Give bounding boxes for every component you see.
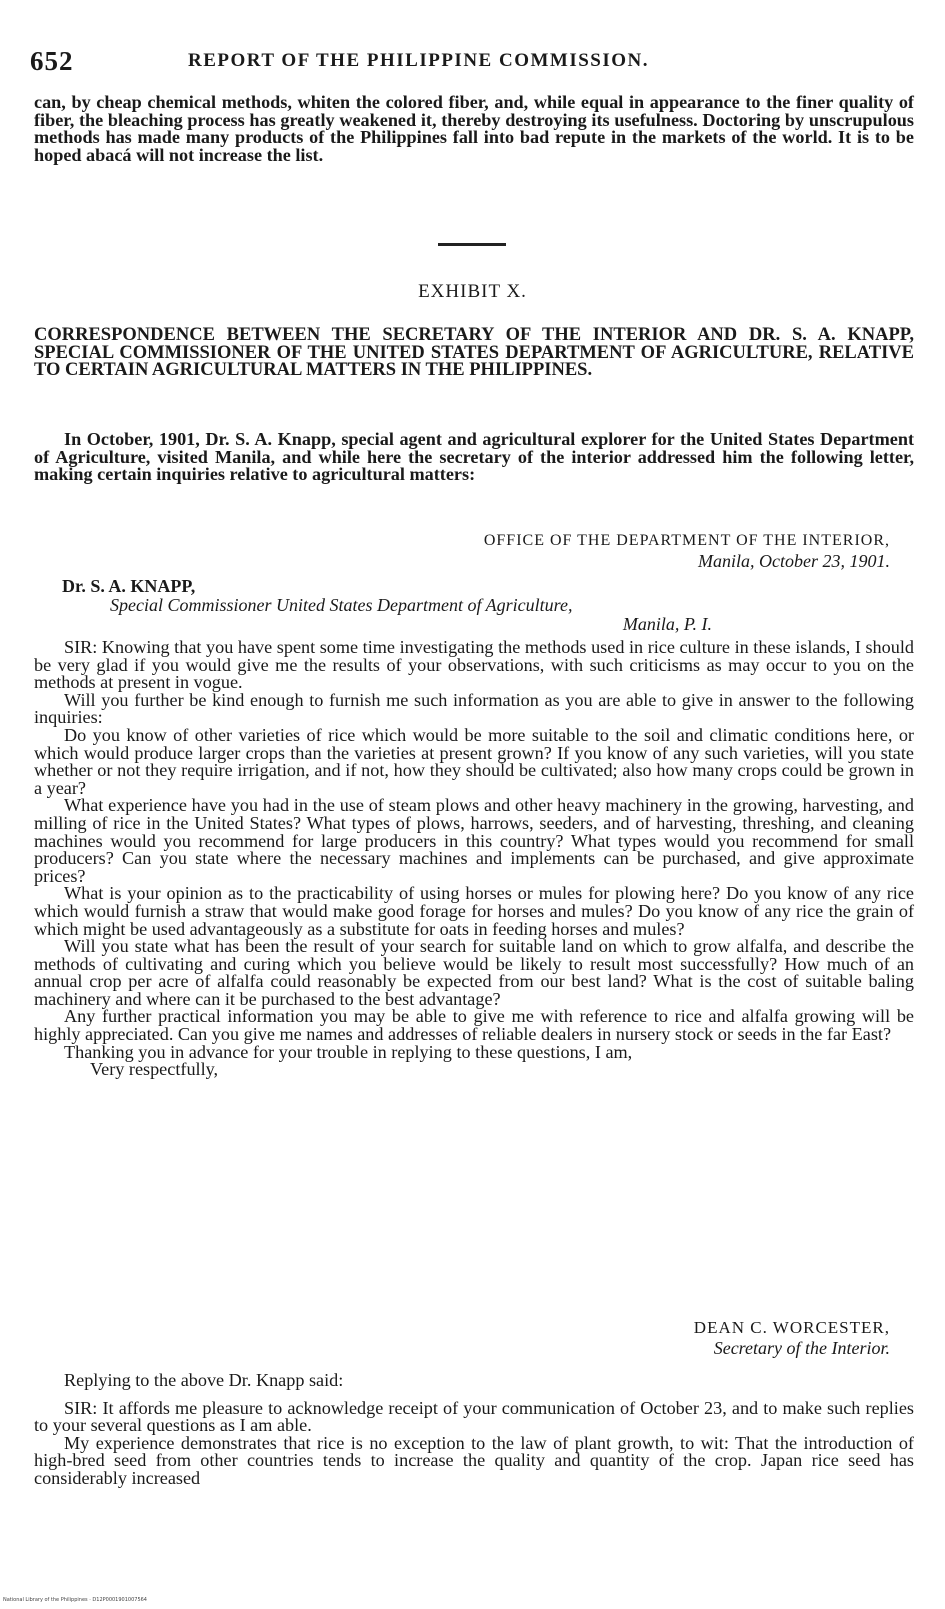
report-title: REPORT OF THE PHILIPPINE COMMISSION. [188,50,650,71]
letter-paragraph: Any further practical information you may be able to give me with reference to rice and alfalfa growing will be highly appreciated. Can you give me names and addresses of reliable dealers in nursery stock or seeds in the far East? [34,1006,914,1045]
addressee-title: Special Commissioner United States Department of Agriculture, [110,595,573,615]
exhibit-label: EXHIBIT X. [418,281,527,302]
reply-intro: Replying to the above Dr. Knapp said: [64,1370,344,1390]
addressee-place: Manila, P. I. [622,614,712,634]
section-divider [438,243,506,246]
letter-paragraph: SIR: Knowing that you have spent some time investigating the methods used in rice culture in these islands, I should be very glad if you would give me the results of your observations, with such criticisms as may occur to you on the methods at present in vogue. [34,637,914,693]
exhibit-caption: CORRESPONDENCE BETWEEN THE SECRETARY OF THE INTERIOR AND DR. S. A. KNAPP, SPECIAL COMMISSIONER OF THE UNITED STATES DEPARTMENT OF AGRICULTURE, RELATIVE TO CERTAIN AGRICULTURAL MATTERS IN THE PHILIPPINES. [34,325,914,381]
letter-heading [300,531,890,571]
letter-office: OFFICE OF THE DEPARTMENT OF THE INTERIOR, [483,532,890,549]
reply-paragraph: SIR: It affords me pleasure to acknowledge receipt of your communication of October 23, and to make such replies to your several questions as I am able. [34,1397,914,1436]
letter-date: Manila, October 23, 1901. [698,551,890,571]
letter-paragraph: What is your opinion as to the practicability of using horses or mules for plowing here? Do you know of any rice which would furnish a straw that would make good forage for horses and mules? Do you know of any rice the grain of which might be used advantageously as a substitute for oats in feeding horses and mules? [34,883,914,939]
page-number: 652 [30,46,74,76]
letter-paragraph: Will you further be kind enough to furnish me such information as you are able to give in answer to the following inquiries: [34,689,914,728]
running-head [30,46,930,80]
lead-paragraph: In October, 1901, Dr. S. A. Knapp, special agent and agricultural explorer for the United States Department of Agriculture, visited Manila, and while here the secretary of the interior addressed him the following letter, making certain inquiries relative to agricultural matters: [34,429,914,485]
lead-paragraph-block [34,431,914,484]
scan-footer-note: National Library of the Philippines · D12P0001901007564 [3,1597,147,1603]
reply-block [34,1372,914,1488]
letter-addressee [62,577,902,634]
complimentary-close: Very respectfully, [90,1059,219,1080]
signature-title: Secretary of the Interior. [713,1338,890,1358]
letter-body [34,639,914,1079]
reply-paragraph: My experience demonstrates that rice is no exception to the law of plant growth, to wit: That the introduction of high-bred seed from other countries tends to increase the quality and quantity of the crop. Japan rice seed has considerably increased [34,1432,914,1488]
letter-paragraph: What experience have you had in the use of steam plows and other heavy machinery in the growing, harvesting, and milling of rice in the United States? What types of plows, harrows, seeders, and of harvesting, threshing, and cleaning machines would you recommend for large producers in this country? What types would you recommend for small producers? Can you state where the necessary machines and implements can be purchased, and give approximate prices? [34,795,914,886]
addressee-name: Dr. S. A. KNAPP, [62,576,196,596]
letter-paragraph: Do you know of other varieties of rice which would be more suitable to the soil and climatic conditions here, or which would produce larger crops than the varieties at present grown? If you know of any such varieties, will you state whether or not they require irrigation, and if not, how they should be cultivated; also how many crops could be grown in a year? [34,724,914,798]
signature-name: DEAN C. WORCESTER, [693,1318,890,1337]
letter-signature [560,1318,890,1358]
intro-paragraph: can, by cheap chemical methods, whiten the colored fiber, and, while equal in appearance to the finer quality of fiber, the bleaching process has greatly weakened it, thereby destroying its usefulness. Doctoring by unscrupulous methods has made many products of the Philippines fall into bad repute in the markets of the world. It is to be hoped abacá will not increase the list. [34,92,914,165]
letter-paragraph: Thanking you in advance for your trouble in replying to these questions, I am, [64,1041,633,1062]
intro-paragraph-block [34,94,914,164]
letter-paragraph: Will you state what has been the result of your search for suitable land on which to grow alfalfa, and describe the methods of cultivating and curing which you believe would be likely to result most successfully? How much of an annual crop per acre of alfalfa could reasonably be expected from our best land? What is the cost of suitable baling machinery and where can it be purchased to the best advantage? [34,936,914,1009]
